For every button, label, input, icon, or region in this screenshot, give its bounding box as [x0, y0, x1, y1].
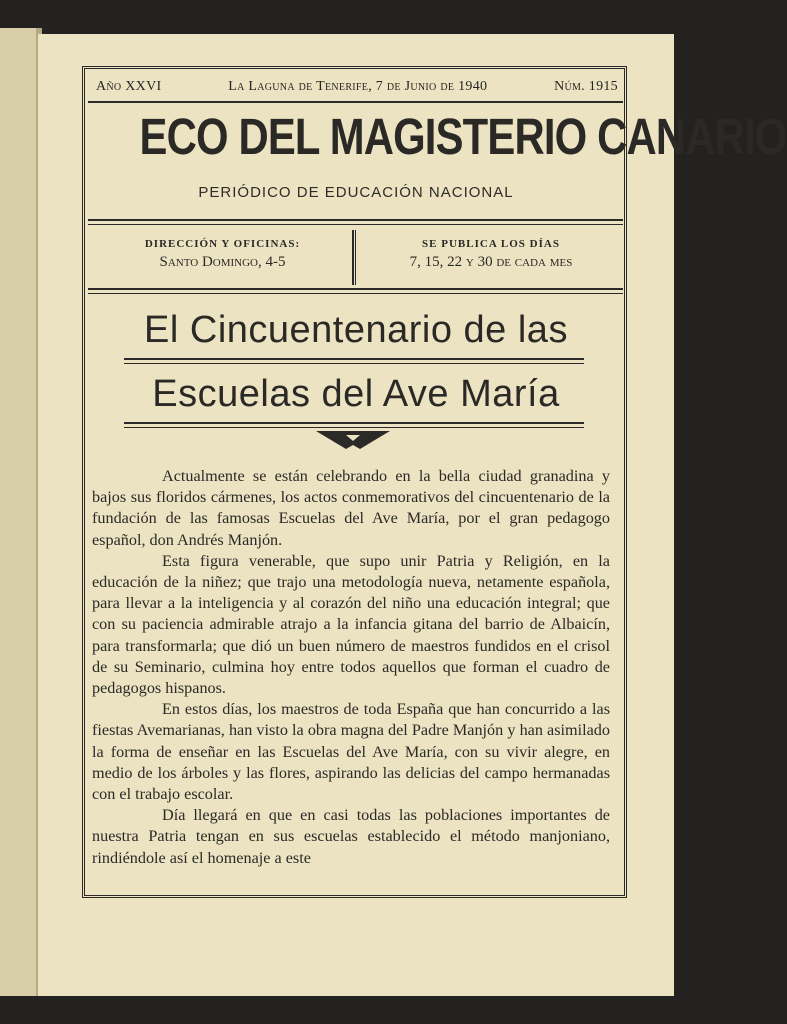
publish-block — [364, 238, 618, 271]
direction-block — [100, 238, 345, 271]
article-headline-line-1: El Cincuentenario de las — [144, 309, 568, 351]
article-body — [92, 466, 610, 869]
header-line — [96, 79, 618, 95]
masthead-rule-bottom — [88, 224, 623, 225]
masthead-subtitle: PERIÓDICO DE EDUCACIÓN NACIONAL — [198, 184, 514, 201]
info-rule-top — [88, 288, 623, 290]
headline-rule-1 — [124, 358, 584, 360]
place-date: La Laguna de Tenerife, 7 de Junio de 1940 — [228, 79, 488, 94]
article-paragraph: Esta figura venerable, que supo unir Patria y Religión, en la educación de la niñez; que trajo una metodología nueva, netamente española, para llevar a la inteligencia y al corazón del niño una educación integral; que con su paciencia admirable atrajo a la infancia gitana del barrio de Albaicín, para transformarla; que dió un buen número de maestros fundidos en el crisol de su Seminario, culmina hoy entre todos aquellos que forman el cuadro de pedagogos hispanos. — [92, 551, 610, 698]
info-rule-bottom — [88, 293, 623, 294]
issue-number: Núm. 1915 — [554, 79, 618, 94]
headline-rule-1b — [124, 363, 584, 364]
masthead-title: ECO DEL MAGISTERIO CANARIO — [139, 108, 787, 165]
article-headline-line-2: Escuelas del Ave María — [152, 373, 560, 415]
info-divider — [352, 230, 356, 285]
left-page-edge — [0, 28, 38, 996]
header-rule — [88, 101, 623, 103]
masthead-rule-top — [88, 219, 623, 221]
headline-rule-2b — [124, 427, 584, 428]
headline-rule-2 — [124, 422, 584, 424]
direction-value: Santo Domingo, 4-5 — [159, 254, 286, 270]
publish-label: SE PUBLICA LOS DÍAS — [422, 238, 560, 250]
article-paragraph: Actualmente se están celebrando en la bella ciudad granadina y bajos sus floridos cármenes, los actos conmemorativos del cincuentenario de la fundación de las famosas Escuelas del Ave María, por el gran pedagogo español, don Andrés Manjón. — [92, 467, 610, 549]
direction-label: DIRECCIÓN Y OFICINAS: — [144, 238, 301, 250]
year-label: Año XXVI — [96, 79, 162, 94]
article-paragraph: Día llegará en que en casi todas las poblaciones importantes de nuestra Patria tengan en sus escuelas establecido el método manjoniano, rindiéndole así el homenaje a este — [92, 806, 610, 867]
ornament-icon — [316, 429, 390, 451]
publish-value: 7, 15, 22 y 30 de cada mes — [409, 254, 573, 270]
article-paragraph: En estos días, los maestros de toda España que han concurrido a las fiestas Avemarianas, han visto la obra magna del Padre Manjón y han asimilado la forma de enseñar en las Escuelas del Ave María, con su vivir alegre, en medio de los árboles y las flores, aspirando las delicias del campo hermanadas con el trabajo escolar. — [92, 700, 610, 804]
